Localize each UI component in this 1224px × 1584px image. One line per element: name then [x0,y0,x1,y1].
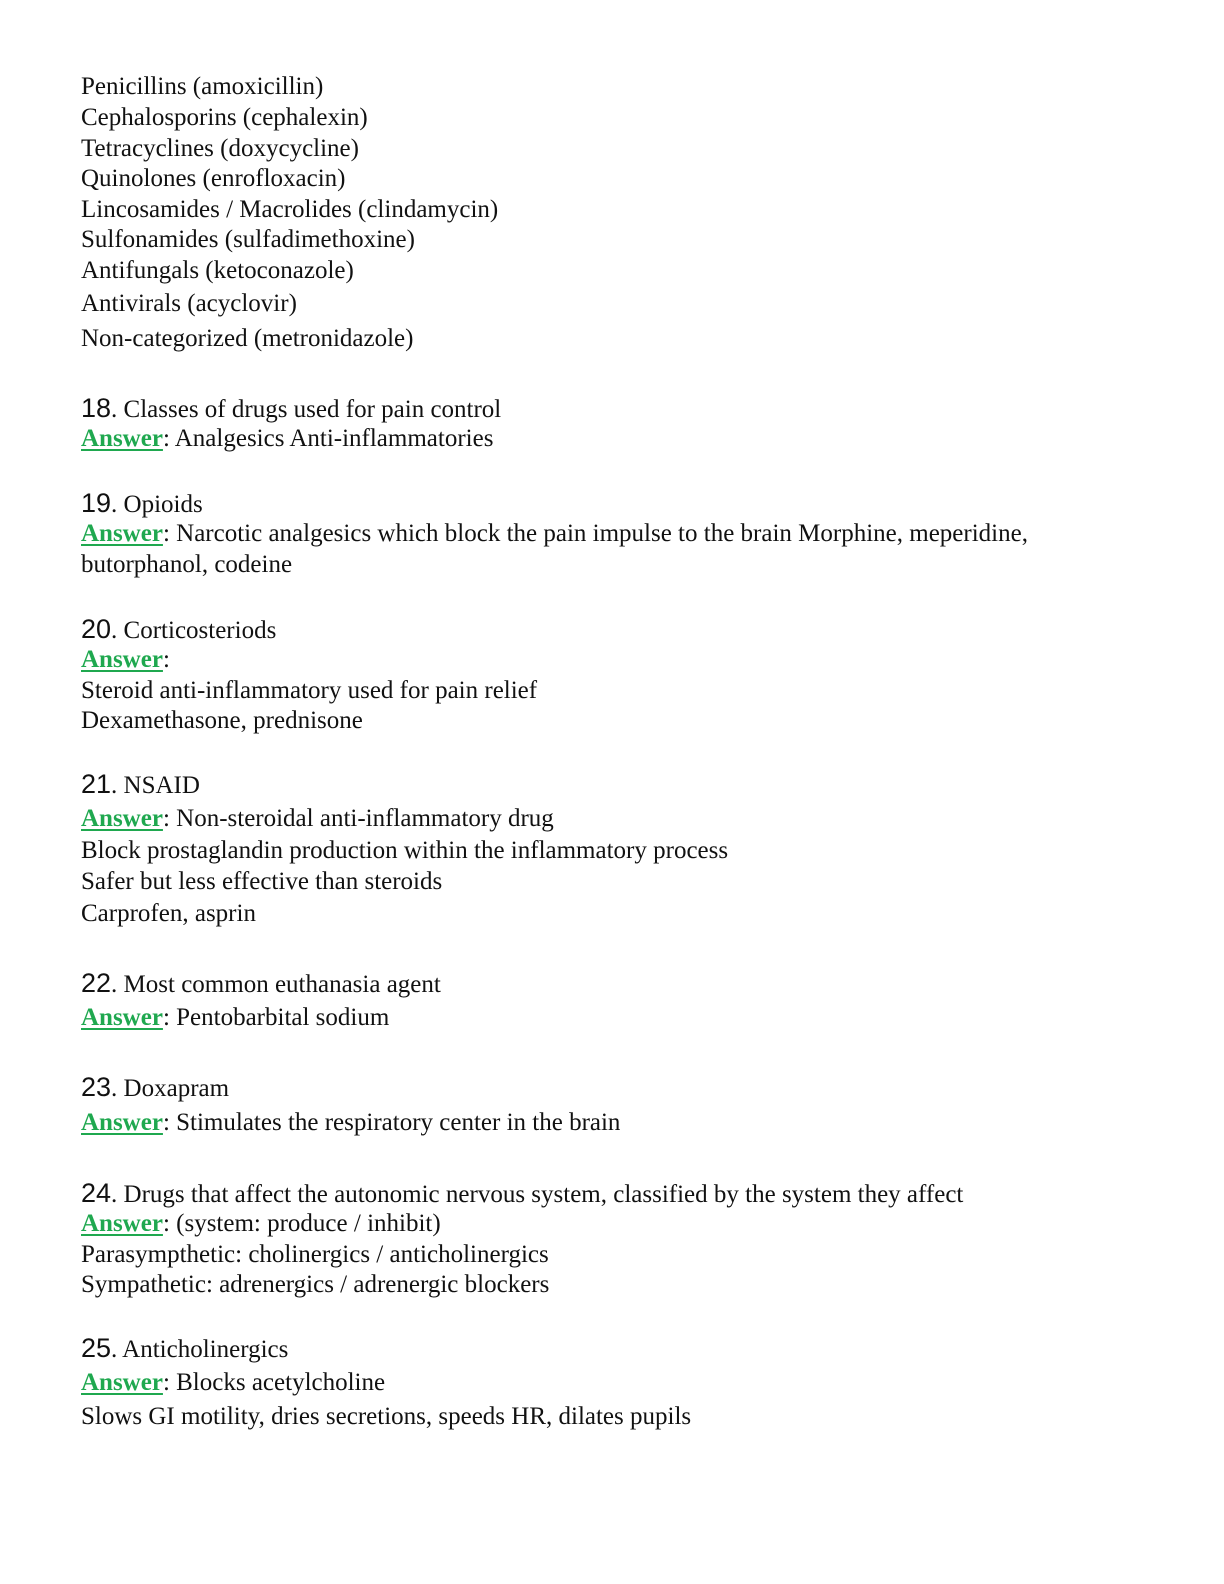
answer-20 [81,645,170,675]
question-number: 19 [81,488,112,518]
answer-25 [81,1368,385,1398]
question-number: 25 [81,1333,112,1363]
answer-text: : (system: produce / inhibit) [162,1210,441,1237]
answer-18 [81,424,493,454]
question-text: NSAID [123,772,200,799]
answer-text: : Blocks acetylcholine [162,1369,386,1396]
answer-23 [81,1108,620,1138]
answer-text: : Non-steroidal anti-inflammatory drug [162,805,554,832]
answer-detail: Block prostaglandin production within the inflammatory process [81,837,729,864]
answer-24 [81,1209,441,1239]
answer-detail: Carprofen, asprin [81,900,256,927]
answer-detail: Dexamethasone, prednisone [81,707,363,734]
intro-item: Sulfonamides (sulfadimethoxine) [81,226,415,253]
question-text: Opioids [123,491,203,518]
question-number: 23 [81,1072,112,1102]
question-number: 20 [81,614,112,644]
question-text: Anticholinergics [122,1336,289,1363]
question-text: Corticosteriods [123,617,277,644]
answer-detail: Parasympthetic: cholinergics / anticholinergics [81,1241,549,1268]
answer-link[interactable]: Answer [81,1109,163,1136]
answer-detail: Safer but less effective than steroids [81,868,443,895]
question-20: 20. Corticosteriods [81,614,277,644]
question-text: Drugs that affect the autonomic nervous system, classified by the system they affect [123,1181,964,1208]
answer-22 [81,1003,389,1033]
answer-detail: butorphanol, codeine [81,551,293,578]
intro-item: Antifungals (ketoconazole) [81,257,354,284]
intro-item: Penicillins (amoxicillin) [81,73,324,100]
answer-link[interactable]: Answer [81,1004,163,1031]
question-23: 23. Doxapram [81,1072,230,1102]
answer-link[interactable]: Answer [81,805,163,832]
answer-link[interactable]: Answer [81,425,163,452]
answer-detail: Sympathetic: adrenergics / adrenergic blockers [81,1271,550,1298]
question-number: 22 [81,968,112,998]
question-text: Classes of drugs used for pain control [123,396,502,423]
answer-19 [81,519,1028,549]
answer-text: : Stimulates the respiratory center in the brain [162,1109,621,1136]
question-19: 19. Opioids [81,488,203,518]
intro-item: Non-categorized (metronidazole) [81,325,414,352]
answer-text: : Narcotic analgesics which block the pain impulse to the brain Morphine, meperidine, [162,520,1028,547]
answer-text: : Pentobarbital sodium [162,1004,390,1031]
intro-item: Antivirals (acyclovir) [81,290,297,317]
answer-link[interactable]: Answer [81,1210,163,1237]
question-25: 25. Anticholinergics [81,1333,289,1363]
answer-detail: Slows GI motility, dries secretions, speeds HR, dilates pupils [81,1403,692,1430]
answer-link[interactable]: Answer [81,1369,163,1396]
answer-link[interactable]: Answer [81,520,163,547]
question-number: 24 [81,1178,112,1208]
question-21: 21. NSAID [81,769,200,799]
question-24: 24. Drugs that affect the autonomic nervous system, classified by the system they affect [81,1178,964,1208]
question-18: 18. Classes of drugs used for pain control [81,393,502,423]
question-text: Most common euthanasia agent [123,971,441,998]
intro-item: Tetracyclines (doxycycline) [81,135,359,162]
question-number: 21 [81,769,112,799]
answer-text: : Analgesics Anti-inflammatories [162,425,494,452]
question-number: 18 [81,393,112,423]
intro-item: Cephalosporins (cephalexin) [81,104,368,131]
intro-item: Quinolones (enrofloxacin) [81,165,346,192]
intro-item: Lincosamides / Macrolides (clindamycin) [81,196,499,223]
answer-detail: Steroid anti-inflammatory used for pain relief [81,677,538,704]
answer-text: : [162,646,170,673]
answer-21 [81,804,554,834]
answer-link[interactable]: Answer [81,646,163,673]
question-text: Doxapram [123,1075,230,1102]
question-22: 22. Most common euthanasia agent [81,968,441,998]
